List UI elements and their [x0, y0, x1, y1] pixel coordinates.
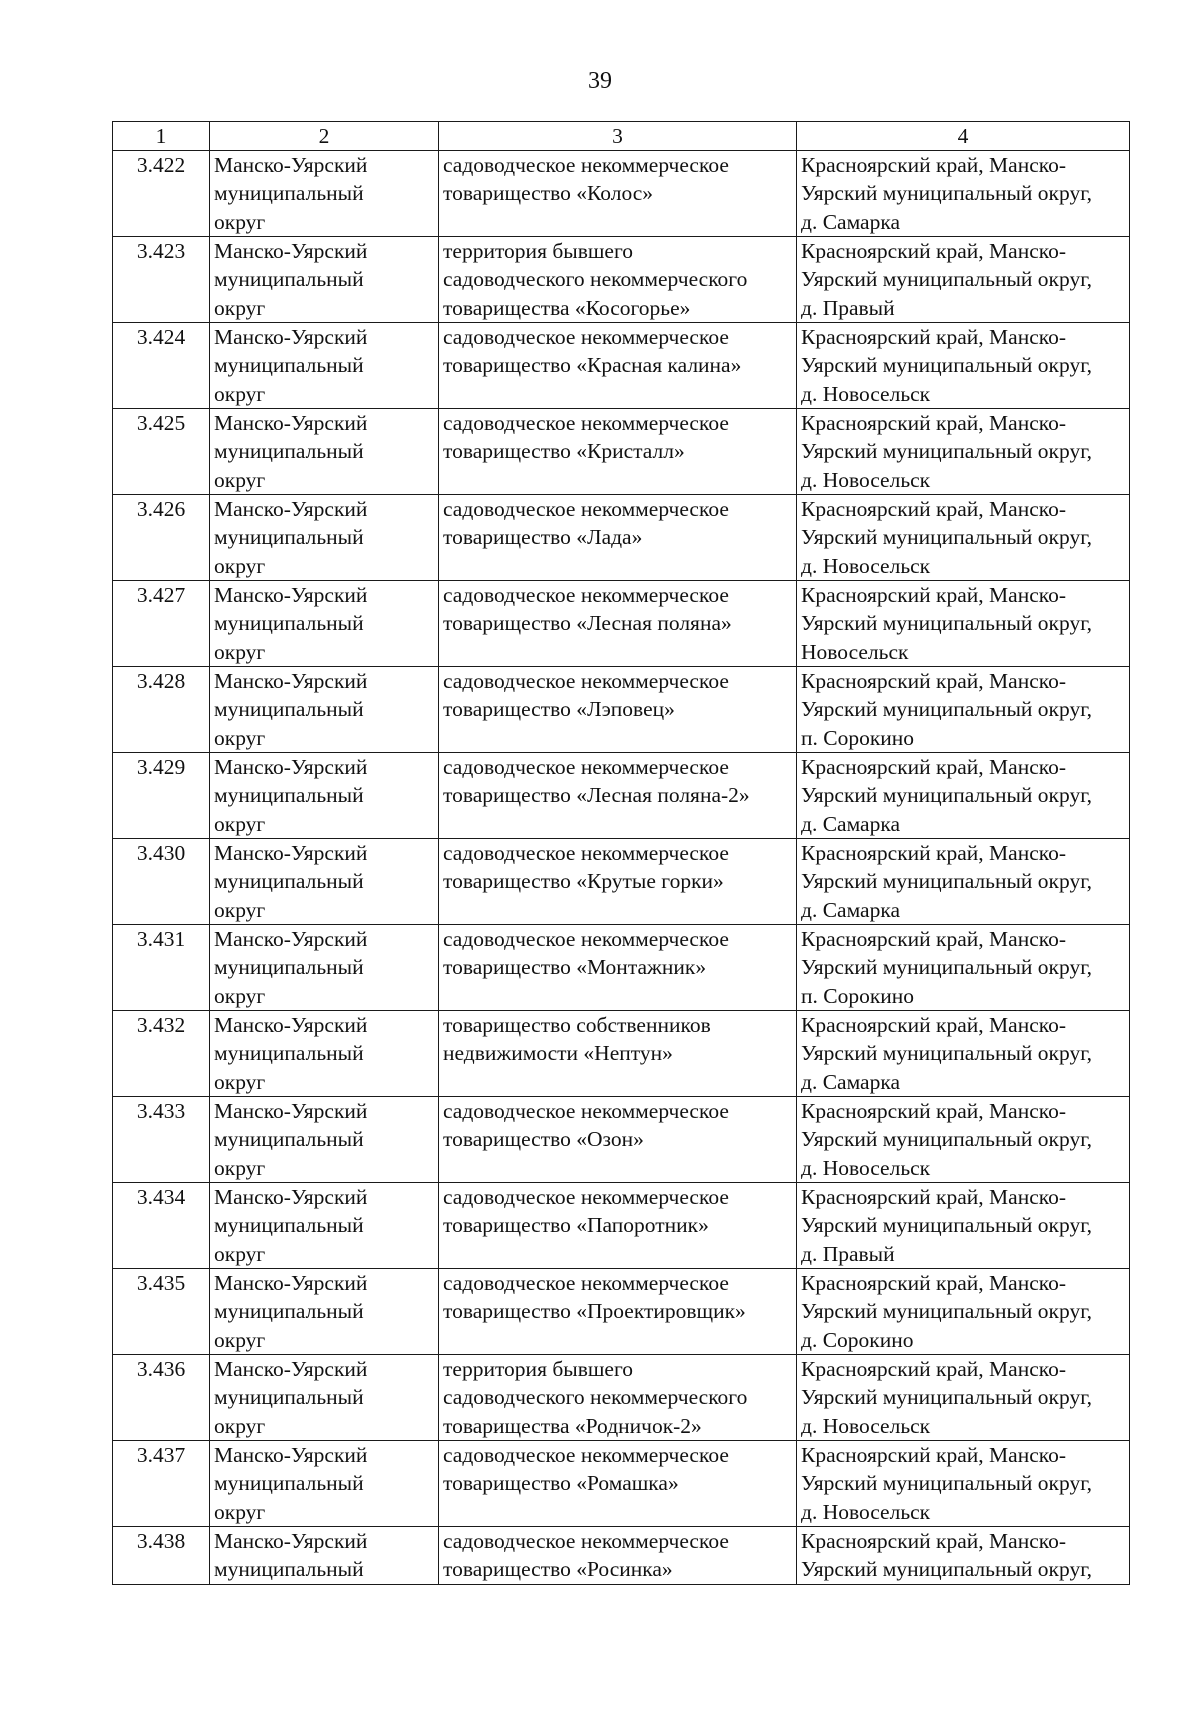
address-line: Уярский муниципальный округ, — [801, 1557, 1092, 1582]
district-line: округ — [214, 1499, 266, 1524]
address-line: д. Новосельск — [801, 1155, 931, 1180]
organization-name-line: садоводческое некоммерческое — [443, 1099, 729, 1123]
district-line: муниципальный — [214, 869, 364, 894]
address-line: Уярский муниципальный округ, — [801, 525, 1092, 550]
address-line: д. Самарка — [801, 209, 900, 234]
address-line: Уярский муниципальный округ, — [801, 869, 1092, 894]
district-line: округ — [214, 1241, 266, 1266]
district-line: муниципальный — [214, 1127, 364, 1152]
address-cell — [797, 409, 1130, 495]
address-line: Уярский муниципальный округ, — [801, 181, 1092, 206]
district-line: Манско-Уярский — [214, 669, 368, 693]
organization-name-line: садоводческое некоммерческое — [443, 841, 729, 865]
column-header-3: 3 — [439, 122, 797, 151]
district-cell — [210, 323, 439, 409]
district-cell — [210, 839, 439, 925]
address-line: д. Новосельск — [801, 467, 931, 492]
organization-name-cell — [439, 1527, 797, 1585]
table-row — [113, 1269, 1130, 1355]
address-line: Уярский муниципальный округ, — [801, 1127, 1092, 1152]
organization-name-line: товарищество «Красная калина» — [443, 353, 742, 378]
row-number-cell: 3.436 — [113, 1355, 210, 1441]
district-cell — [210, 1097, 439, 1183]
district-line: Манско-Уярский — [214, 411, 368, 435]
address-line: д. Самарка — [801, 897, 900, 922]
table-row — [113, 151, 1130, 237]
organization-name-line: товарищество «Лесная поляна» — [443, 611, 732, 636]
district-cell — [210, 1183, 439, 1269]
address-line: д. Самарка — [801, 1069, 900, 1094]
organization-name-cell — [439, 323, 797, 409]
district-line: округ — [214, 1069, 266, 1094]
row-number-cell: 3.425 — [113, 409, 210, 495]
district-line: Манско-Уярский — [214, 497, 368, 521]
organization-name-line: товарищество «Проектировщик» — [443, 1299, 746, 1324]
district-line: округ — [214, 1155, 266, 1180]
district-line: округ — [214, 553, 266, 578]
organization-name-line: садоводческого некоммерческого — [443, 1385, 748, 1410]
address-line: Уярский муниципальный округ, — [801, 1213, 1092, 1238]
address-line: Красноярский край, Манско- — [801, 1099, 1067, 1123]
address-line: п. Сорокино — [801, 725, 915, 750]
column-header-1: 1 — [113, 122, 210, 151]
organization-name-line: садоводческое некоммерческое — [443, 755, 729, 779]
district-line: муниципальный — [214, 1471, 364, 1496]
district-line: округ — [214, 811, 266, 836]
address-cell — [797, 1269, 1130, 1355]
column-header-4: 4 — [797, 122, 1130, 151]
row-number-cell: 3.426 — [113, 495, 210, 581]
district-line: Манско-Уярский — [214, 239, 368, 263]
address-line: д. Новосельск — [801, 1499, 931, 1524]
organization-name-line: садоводческое некоммерческое — [443, 153, 729, 177]
district-cell — [210, 581, 439, 667]
organization-name-line: товарищество «Лада» — [443, 525, 643, 550]
district-line: округ — [214, 897, 266, 922]
district-line: Манско-Уярский — [214, 1443, 368, 1467]
district-line: округ — [214, 983, 266, 1008]
district-line: муниципальный — [214, 611, 364, 636]
address-cell — [797, 667, 1130, 753]
table-row — [113, 667, 1130, 753]
address-cell — [797, 1097, 1130, 1183]
organization-name-cell — [439, 667, 797, 753]
district-line: муниципальный — [214, 783, 364, 808]
district-line: Манско-Уярский — [214, 841, 368, 865]
organization-name-cell — [439, 495, 797, 581]
address-cell — [797, 1183, 1130, 1269]
address-line: Уярский муниципальный округ, — [801, 1471, 1092, 1496]
address-line: Уярский муниципальный округ, — [801, 439, 1092, 464]
address-cell — [797, 581, 1130, 667]
address-cell — [797, 839, 1130, 925]
organization-name-line: товарищество «Озон» — [443, 1127, 644, 1152]
address-line: д. Новосельск — [801, 1413, 931, 1438]
district-line: округ — [214, 467, 266, 492]
address-line: Красноярский край, Манско- — [801, 1443, 1067, 1467]
organization-name-line: товарищество «Колос» — [443, 181, 654, 206]
district-cell — [210, 1441, 439, 1527]
district-line: муниципальный — [214, 1299, 364, 1324]
district-line: округ — [214, 1413, 266, 1438]
address-line: Уярский муниципальный округ, — [801, 697, 1092, 722]
column-header-2: 2 — [210, 122, 439, 151]
address-line: Красноярский край, Манско- — [801, 1529, 1067, 1553]
address-line: Уярский муниципальный округ, — [801, 783, 1092, 808]
address-line: Красноярский край, Манско- — [801, 1271, 1067, 1295]
organization-name-line: садоводческое некоммерческое — [443, 1443, 729, 1467]
address-line: Красноярский край, Манско- — [801, 755, 1067, 779]
organization-name-line: товарищество «Лэповец» — [443, 697, 675, 722]
organization-name-line: товарищество «Монтажник» — [443, 955, 707, 980]
page-number: 39 — [588, 68, 612, 94]
table-row — [113, 237, 1130, 323]
district-line: Манско-Уярский — [214, 153, 368, 177]
district-line: Манско-Уярский — [214, 1185, 368, 1209]
organization-name-line: садоводческое некоммерческое — [443, 497, 729, 521]
address-cell — [797, 1441, 1130, 1527]
address-line: Красноярский край, Манско- — [801, 239, 1067, 263]
table-row — [113, 925, 1130, 1011]
district-line: муниципальный — [214, 1557, 364, 1582]
district-line: муниципальный — [214, 267, 364, 292]
district-line: округ — [214, 381, 266, 406]
address-line: Красноярский край, Манско- — [801, 927, 1067, 951]
organization-name-line: садоводческое некоммерческое — [443, 1185, 729, 1209]
table-row — [113, 839, 1130, 925]
row-number-cell: 3.433 — [113, 1097, 210, 1183]
organization-name-cell — [439, 151, 797, 237]
district-line: муниципальный — [214, 1213, 364, 1238]
address-line: п. Сорокино — [801, 983, 915, 1008]
organization-name-cell — [439, 1355, 797, 1441]
row-number-cell: 3.422 — [113, 151, 210, 237]
address-line: д. Самарка — [801, 811, 900, 836]
address-line: Уярский муниципальный округ, — [801, 955, 1092, 980]
organization-name-line: территория бывшего — [443, 239, 633, 263]
organization-name-line: товарищество «Лесная поляна-2» — [443, 783, 750, 808]
table-row — [113, 495, 1130, 581]
district-line: муниципальный — [214, 955, 364, 980]
organization-name-line: садоводческое некоммерческое — [443, 1271, 729, 1295]
district-cell — [210, 1355, 439, 1441]
table-row — [113, 1355, 1130, 1441]
address-cell — [797, 1527, 1130, 1585]
address-cell — [797, 753, 1130, 839]
organization-name-line: товарищество «Кристалл» — [443, 439, 685, 464]
organization-name-cell — [439, 925, 797, 1011]
district-line: Манско-Уярский — [214, 583, 368, 607]
address-line: Красноярский край, Манско- — [801, 669, 1067, 693]
district-line: округ — [214, 295, 266, 320]
address-cell — [797, 1011, 1130, 1097]
table-row — [113, 323, 1130, 409]
row-number-cell: 3.427 — [113, 581, 210, 667]
district-line: муниципальный — [214, 353, 364, 378]
district-cell — [210, 753, 439, 839]
organization-name-cell — [439, 1011, 797, 1097]
address-line: Красноярский край, Манско- — [801, 411, 1067, 435]
organization-name-line: товарищество «Крутые горки» — [443, 869, 724, 894]
address-line: Уярский муниципальный округ, — [801, 1299, 1092, 1324]
organization-name-line: товарищества «Косогорье» — [443, 295, 691, 320]
district-line: округ — [214, 725, 266, 750]
registry-table — [112, 121, 1130, 1585]
row-number-cell: 3.424 — [113, 323, 210, 409]
row-number-cell: 3.434 — [113, 1183, 210, 1269]
address-line: д. Новосельск — [801, 381, 931, 406]
organization-name-cell — [439, 839, 797, 925]
table-row — [113, 1183, 1130, 1269]
address-cell — [797, 925, 1130, 1011]
address-line: Красноярский край, Манско- — [801, 325, 1067, 349]
district-line: округ — [214, 1327, 266, 1352]
table-row — [113, 1527, 1130, 1585]
district-line: муниципальный — [214, 1041, 364, 1066]
address-line: Уярский муниципальный округ, — [801, 1385, 1092, 1410]
address-line: д. Новосельск — [801, 553, 931, 578]
address-line: Красноярский край, Манско- — [801, 1013, 1067, 1037]
organization-name-line: товарищества «Родничок-2» — [443, 1413, 702, 1438]
table-row — [113, 409, 1130, 495]
address-line: Уярский муниципальный округ, — [801, 353, 1092, 378]
address-line: Красноярский край, Манско- — [801, 497, 1067, 521]
table-row — [113, 1097, 1130, 1183]
organization-name-line: территория бывшего — [443, 1357, 633, 1381]
row-number-cell: 3.432 — [113, 1011, 210, 1097]
organization-name-cell — [439, 581, 797, 667]
organization-name-line: садоводческое некоммерческое — [443, 583, 729, 607]
address-line: Красноярский край, Манско- — [801, 841, 1067, 865]
district-cell — [210, 409, 439, 495]
address-cell — [797, 237, 1130, 323]
district-cell — [210, 495, 439, 581]
address-line: Красноярский край, Манско- — [801, 1185, 1067, 1209]
organization-name-cell — [439, 753, 797, 839]
address-cell — [797, 1355, 1130, 1441]
district-line: Манско-Уярский — [214, 325, 368, 349]
district-line: Манско-Уярский — [214, 1271, 368, 1295]
table-body — [113, 151, 1130, 1585]
organization-name-line: садоводческого некоммерческого — [443, 267, 748, 292]
district-line: муниципальный — [214, 525, 364, 550]
organization-name-cell — [439, 1097, 797, 1183]
organization-name-line: товарищество «Ромашка» — [443, 1471, 679, 1496]
organization-name-line: недвижимости «Нептун» — [443, 1041, 673, 1066]
address-line: Красноярский край, Манско- — [801, 1357, 1067, 1381]
address-line: Уярский муниципальный округ, — [801, 1041, 1092, 1066]
organization-name-cell — [439, 237, 797, 323]
district-cell — [210, 151, 439, 237]
address-line: д. Сорокино — [801, 1327, 914, 1352]
address-line: д. Правый — [801, 1241, 895, 1266]
organization-name-line: садоводческое некоммерческое — [443, 927, 729, 951]
organization-name-line: товарищество собственников — [443, 1013, 711, 1037]
organization-name-cell — [439, 1441, 797, 1527]
organization-name-line: садоводческое некоммерческое — [443, 669, 729, 693]
table-row — [113, 753, 1130, 839]
district-line: Манско-Уярский — [214, 1529, 368, 1553]
row-number-cell: 3.428 — [113, 667, 210, 753]
address-cell — [797, 151, 1130, 237]
district-line: муниципальный — [214, 697, 364, 722]
district-line: муниципальный — [214, 1385, 364, 1410]
row-number-cell: 3.438 — [113, 1527, 210, 1585]
row-number-cell: 3.423 — [113, 237, 210, 323]
district-cell — [210, 237, 439, 323]
organization-name-cell — [439, 1269, 797, 1355]
row-number-cell: 3.437 — [113, 1441, 210, 1527]
row-number-cell: 3.435 — [113, 1269, 210, 1355]
address-line: Уярский муниципальный округ, — [801, 611, 1092, 636]
table-row — [113, 1441, 1130, 1527]
district-cell — [210, 925, 439, 1011]
district-cell — [210, 1011, 439, 1097]
organization-name-line: товарищество «Росинка» — [443, 1557, 673, 1582]
address-cell — [797, 323, 1130, 409]
address-line: Красноярский край, Манско- — [801, 153, 1067, 177]
address-cell — [797, 495, 1130, 581]
organization-name-line: садоводческое некоммерческое — [443, 411, 729, 435]
organization-name-line: садоводческое некоммерческое — [443, 1529, 729, 1553]
district-line: Манско-Уярский — [214, 1099, 368, 1123]
organization-name-line: товарищество «Папоротник» — [443, 1213, 709, 1238]
district-line: Манско-Уярский — [214, 755, 368, 779]
organization-name-cell — [439, 1183, 797, 1269]
district-line: муниципальный — [214, 439, 364, 464]
district-line: муниципальный — [214, 181, 364, 206]
organization-name-line: садоводческое некоммерческое — [443, 325, 729, 349]
table-header-row — [113, 122, 1130, 151]
row-number-cell: 3.429 — [113, 753, 210, 839]
district-line: Манско-Уярский — [214, 927, 368, 951]
row-number-cell: 3.430 — [113, 839, 210, 925]
district-line: округ — [214, 209, 266, 234]
table-row — [113, 1011, 1130, 1097]
district-cell — [210, 667, 439, 753]
table-row — [113, 581, 1130, 667]
address-line: д. Правый — [801, 295, 895, 320]
address-line: Новосельск — [801, 639, 909, 664]
organization-name-cell — [439, 409, 797, 495]
row-number-cell: 3.431 — [113, 925, 210, 1011]
district-cell — [210, 1269, 439, 1355]
address-line: Красноярский край, Манско- — [801, 583, 1067, 607]
district-cell — [210, 1527, 439, 1585]
address-line: Уярский муниципальный округ, — [801, 267, 1092, 292]
district-line: округ — [214, 639, 266, 664]
district-line: Манско-Уярский — [214, 1013, 368, 1037]
district-line: Манско-Уярский — [214, 1357, 368, 1381]
